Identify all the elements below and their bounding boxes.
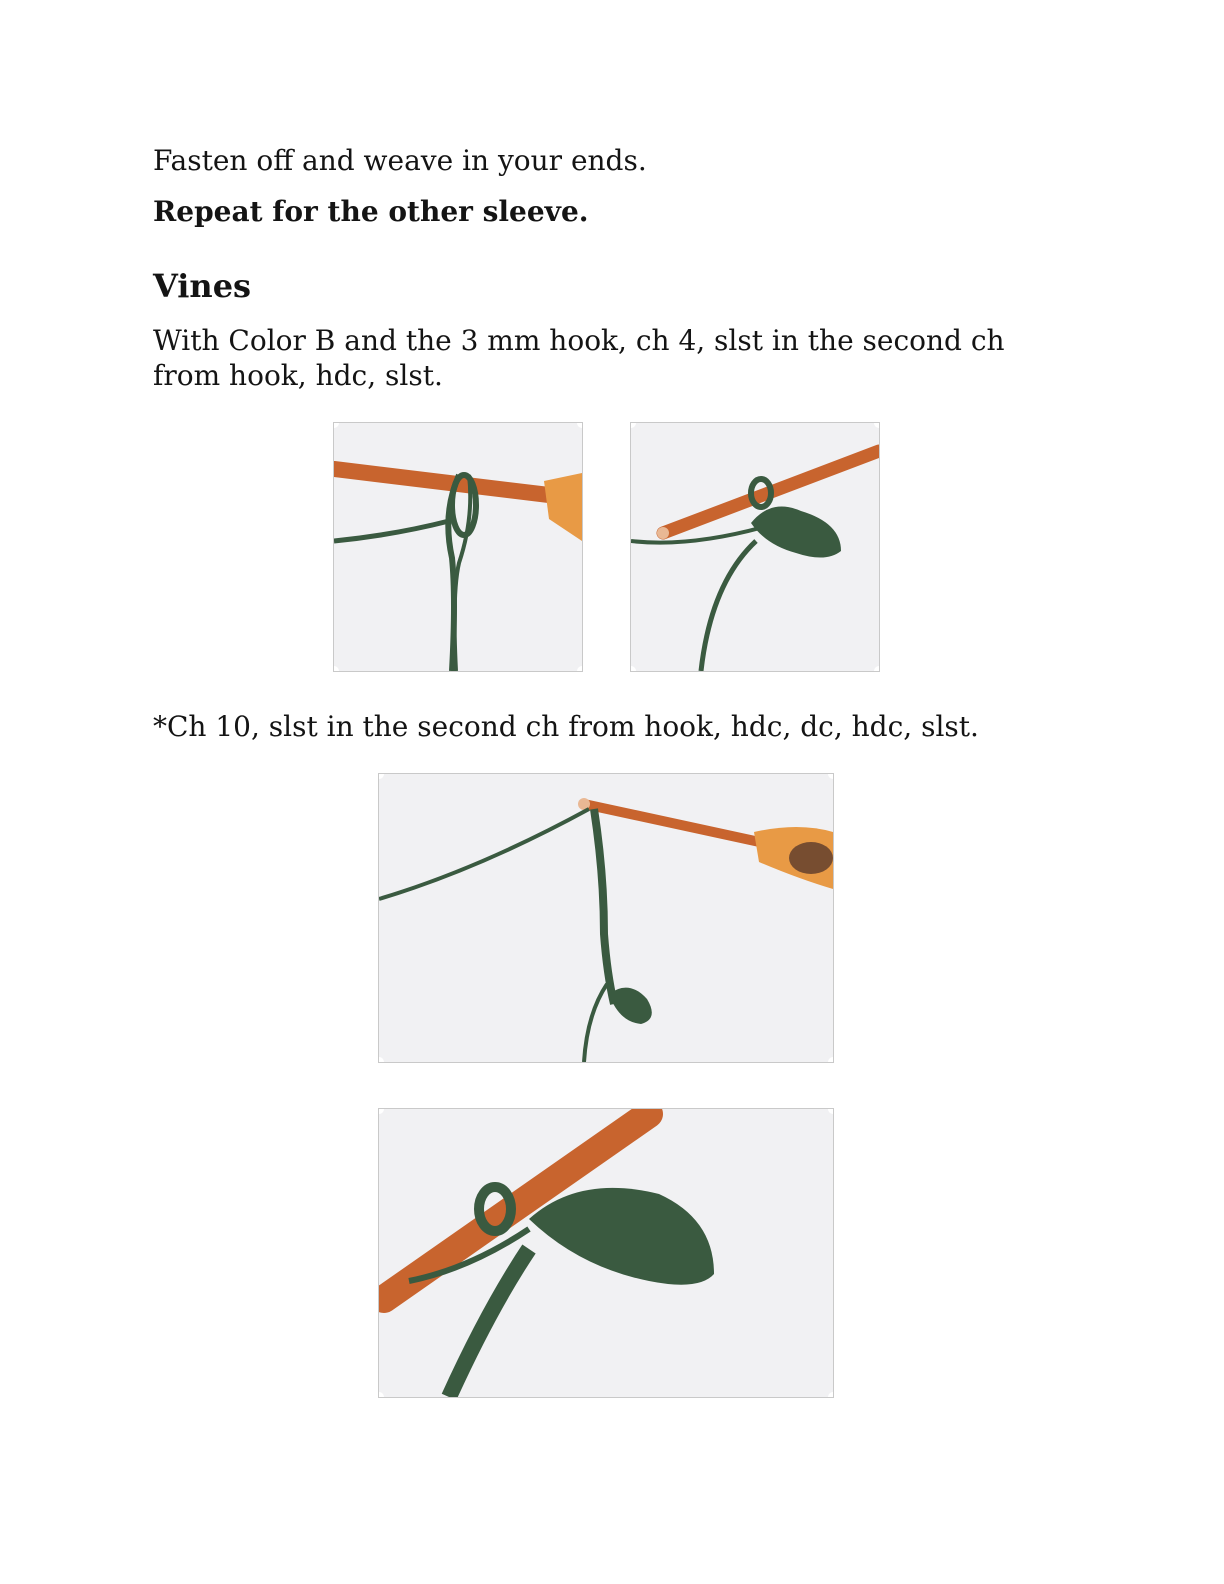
crochet-photo [379,1109,833,1397]
step-photo-1 [333,422,583,672]
step-photo-3 [378,773,834,1063]
step-photo-2 [630,422,880,672]
section-heading: Vines [153,267,252,305]
paragraph-repeat: Repeat for the other sleeve. [153,195,589,228]
step-photo-4 [378,1108,834,1398]
paragraph-fasten-off: Fasten off and weave in your ends. [153,144,647,177]
crochet-photo [379,774,833,1062]
crochet-photo [334,423,582,671]
paragraph-instruction-1: With Color B and the 3 mm hook, ch 4, slst in the second ch from hook, hdc, slst. [153,324,1005,392]
crochet-photo [631,423,879,671]
paragraph-instruction-2: *Ch 10, slst in the second ch from hook, hdc, dc, hdc, slst. [153,710,979,743]
